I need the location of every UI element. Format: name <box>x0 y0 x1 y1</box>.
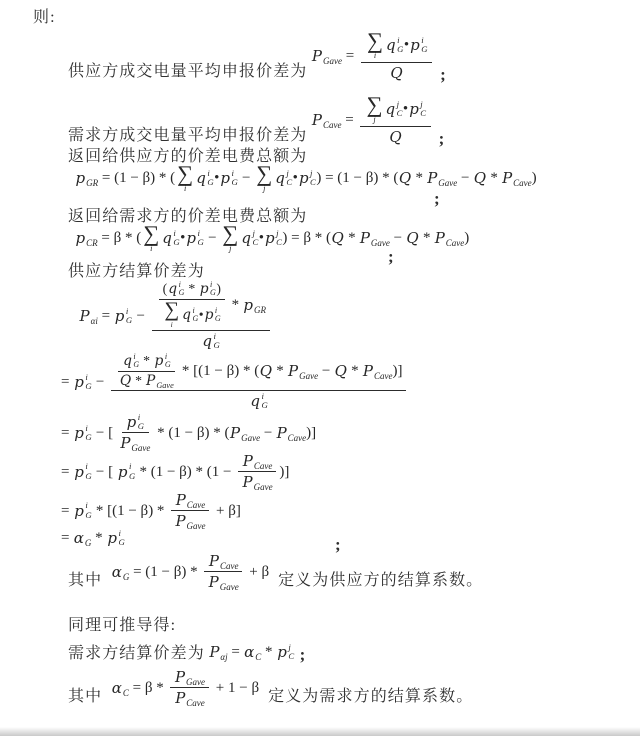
math-operator: ) <box>464 230 470 247</box>
formula <box>311 30 435 82</box>
math-operator: − <box>260 424 277 441</box>
math-variable: Q <box>473 169 487 188</box>
math-variable-supsub: p i G <box>74 500 92 520</box>
math-variable-supsub: p i G <box>186 228 204 248</box>
chinese-text: 同理可推导得: <box>68 617 177 634</box>
math-operator: * <box>139 353 154 369</box>
formula <box>79 281 273 350</box>
math-operator: − <box>132 307 149 324</box>
formula-settlement-step3 <box>57 413 316 452</box>
math-variable: Q <box>398 169 412 188</box>
chinese-text: 其中 <box>68 572 103 589</box>
math-variable-supsub: p j C <box>277 641 295 661</box>
math-variable-supsub: p i G <box>220 168 238 188</box>
formula <box>61 452 289 491</box>
formula <box>209 643 295 661</box>
math-variable-supsub: p i G <box>117 461 136 481</box>
formula <box>61 353 409 411</box>
chinese-text: 供应方成交电量平均申报价差为 <box>68 62 308 80</box>
formula <box>111 668 259 707</box>
math-operator: − <box>204 230 221 247</box>
math-variable-subscripted: p GR <box>243 296 267 316</box>
math-variable-supsub: p i G <box>114 305 133 325</box>
semicolon: ; <box>434 189 440 208</box>
math-variable: Q <box>390 63 403 82</box>
math-operator: * <box>272 363 288 380</box>
semicolon: ; <box>388 247 394 266</box>
math-variable-supsub: q i G <box>123 352 140 370</box>
summation-icon: ∑ j <box>222 221 239 254</box>
math-operator: − <box>389 230 406 247</box>
formula <box>61 413 316 452</box>
chinese-text: 定义为需求方的结算系数。 <box>268 688 474 705</box>
formula <box>61 529 125 547</box>
fraction <box>171 491 209 530</box>
summation-icon: ∑ j <box>366 92 383 125</box>
formula-settlement-step5 <box>57 491 241 530</box>
math-variable-subscripted: P Gave <box>288 362 319 382</box>
math-variable-supsub: p i G <box>410 35 428 55</box>
formula <box>75 163 537 194</box>
math-operator: ) = (1 − β) * ( <box>316 170 399 187</box>
semicolon: ; <box>335 535 341 554</box>
formula-settlement-step4 <box>57 452 289 491</box>
formula-settlement-step2 <box>57 353 409 411</box>
math-operator: * (1 − β) * ( <box>153 424 230 441</box>
chinese-text: 供应方结算价差为 <box>68 263 205 280</box>
math-variable: Q <box>389 127 402 146</box>
math-variable-supsub: q i G <box>162 228 180 248</box>
math-operator: − <box>318 363 335 380</box>
math-operator: = (1 − β) * ( <box>98 170 176 187</box>
math-variable-subscripted: α G <box>73 529 92 549</box>
semicolon: ; <box>299 645 306 664</box>
math-operator: − <box>457 170 474 187</box>
math-operator: * [(1 − β) * ( <box>178 363 260 380</box>
math-variable-subscripted: α G <box>111 562 130 582</box>
formula <box>61 491 241 530</box>
math-variable-subscripted: P Gave <box>174 668 206 687</box>
math-operator: − <box>238 170 255 187</box>
math-variable-subscripted: p CR <box>75 229 98 249</box>
math-variable-subscripted: P Gave <box>208 573 239 592</box>
math-variable-subscripted: P Cave <box>242 452 273 471</box>
fraction <box>361 30 432 82</box>
math-variable-supsub: p i G <box>154 352 171 370</box>
summation-icon: ∑ i <box>143 221 160 254</box>
math-operator: = β * <box>128 679 168 696</box>
math-variable-subscripted: α C <box>244 642 262 662</box>
math-variable: Q <box>119 372 132 389</box>
math-variable-subscripted: P Gave <box>120 434 151 454</box>
formula <box>75 223 469 254</box>
math-operator: • <box>214 170 220 187</box>
math-variable-subscripted: P αi <box>79 306 98 326</box>
math-operator: )] <box>392 363 403 380</box>
math-operator: ( <box>162 281 168 297</box>
math-variable-subscripted: P Cave <box>434 229 465 249</box>
math-operator: − <box>92 373 109 390</box>
chinese-text: 定义为供应方的结算系数。 <box>278 572 484 589</box>
semicolon: ; <box>440 64 446 84</box>
math-variable-supsub: p i G <box>74 422 92 442</box>
math-operator: + β] <box>212 502 241 519</box>
math-operator: = <box>61 530 74 547</box>
math-variable-supsub: q i G <box>386 35 404 55</box>
formula-settlement-result <box>57 528 341 554</box>
math-variable-subscripted: p GR <box>75 169 99 189</box>
math-operator: • <box>198 306 204 322</box>
line-supply-settlement-heading <box>68 262 205 282</box>
chinese-text: 需求方结算价差为 <box>68 645 205 662</box>
math-operator: + β <box>245 563 270 580</box>
math-variable-supsub: q i G <box>182 305 199 323</box>
fraction <box>204 552 242 591</box>
math-variable-subscripted: P Cave <box>175 689 205 708</box>
math-variable-subscripted: P Gave <box>146 372 174 390</box>
math-operator: * <box>419 230 435 247</box>
line-supply-average-declared-price <box>68 30 446 82</box>
math-variable-subscripted: P Gave <box>230 423 261 443</box>
fraction <box>360 94 430 146</box>
line-demand-coefficient-definition <box>68 668 473 707</box>
fraction <box>118 353 175 389</box>
math-operator: )] <box>306 424 317 441</box>
math-variable-supsub: q j C <box>275 168 293 188</box>
math-variable: Q <box>334 362 347 381</box>
math-operator: = <box>61 502 74 519</box>
formula <box>111 552 269 591</box>
math-operator: )] <box>279 463 290 480</box>
fraction <box>159 281 225 329</box>
math-variable: Q <box>259 362 273 381</box>
math-operator: + 1 − β <box>212 679 260 696</box>
chinese-text: 其中 <box>68 688 103 705</box>
fraction <box>170 668 209 707</box>
fraction <box>120 413 151 452</box>
summation-icon: ∑ j <box>256 161 273 194</box>
chinese-text: 返回给供应方的价差电费总额为 <box>68 148 308 165</box>
line-supply-coefficient-definition <box>68 552 483 591</box>
math-operator: = <box>61 424 74 441</box>
math-operator: * <box>411 170 427 187</box>
math-variable-subscripted: α C <box>111 678 129 698</box>
math-operator: = (1 − β) * <box>129 563 202 580</box>
math-variable-subscripted: P Gave <box>311 46 342 66</box>
math-variable-supsub: p i G <box>107 528 125 548</box>
math-operator: * (1 − β) * (1 − <box>135 463 236 480</box>
math-operator: * <box>347 363 363 380</box>
math-operator: − [ <box>92 424 117 441</box>
math-operator: = <box>227 643 244 660</box>
math-operator: = <box>61 373 74 390</box>
math-operator: * <box>91 530 107 547</box>
math-variable-supsub: p i G <box>74 371 92 391</box>
math-operator: • <box>258 230 264 247</box>
summation-icon: ∑ i <box>164 298 180 330</box>
math-operator: * [(1 − β) * <box>92 502 169 519</box>
math-operator: * <box>184 281 199 297</box>
math-variable-supsub: p i G <box>74 461 92 481</box>
math-variable-supsub: q i G <box>168 280 185 298</box>
fraction <box>238 452 276 491</box>
chinese-text: 则: <box>33 9 56 26</box>
semicolon: ; <box>438 128 445 148</box>
chinese-text: 返回给需求方的价差电费总额为 <box>68 208 308 225</box>
math-operator: ) <box>216 281 221 297</box>
math-operator: = <box>342 47 358 64</box>
math-variable-supsub: p i G <box>199 280 216 298</box>
math-operator: = <box>97 307 114 324</box>
math-variable: Q <box>406 229 419 248</box>
math-operator: * <box>344 230 360 247</box>
fraction <box>152 281 270 350</box>
math-variable-subscripted: P Cave <box>175 491 206 510</box>
math-operator: • <box>180 230 186 247</box>
math-operator: * <box>486 170 502 187</box>
math-variable-supsub: q i G <box>250 391 268 411</box>
math-operator: • <box>403 37 410 54</box>
math-variable-supsub: p i G <box>126 412 145 432</box>
fraction <box>111 353 406 411</box>
math-variable-supsub: q i G <box>196 168 214 188</box>
math-variable-subscripted: P Cave <box>502 169 532 189</box>
formula-supply-refund <box>71 161 537 208</box>
math-variable-subscripted: P Gave <box>427 169 458 189</box>
math-operator: ) <box>531 170 537 187</box>
math-variable-supsub: q j C <box>241 228 259 248</box>
chinese-text: 需求方成交电量平均申报价差为 <box>68 126 308 144</box>
math-variable-supsub: p i G <box>204 305 221 323</box>
math-variable-subscripted: P Gave <box>359 229 390 249</box>
math-variable-subscripted: P Cave <box>208 552 239 571</box>
math-variable-supsub: q j C <box>385 99 403 119</box>
math-variable-subscripted: P Gave <box>242 473 273 492</box>
math-operator: * <box>261 643 277 660</box>
formula-settlement-step1 <box>75 281 273 350</box>
math-variable-subscripted: P αj <box>209 642 228 662</box>
math-variable-supsub: p j C <box>265 228 282 248</box>
math-variable-subscripted: P Cave <box>362 362 393 382</box>
math-operator: * <box>227 297 243 314</box>
math-variable-supsub: p j C <box>409 99 427 119</box>
math-operator: ) = β * ( <box>282 230 331 247</box>
math-operator: − [ <box>92 463 117 480</box>
formula-demand-refund <box>71 221 470 266</box>
math-operator: * <box>131 372 146 388</box>
math-operator: = <box>341 111 358 128</box>
summation-icon: ∑ i <box>366 28 384 61</box>
math-variable-subscripted: P Cave <box>276 423 307 443</box>
math-variable-supsub: p j C <box>298 168 316 188</box>
scan-edge-shadow <box>0 727 640 736</box>
summation-icon: ∑ i <box>177 161 194 194</box>
math-operator: • <box>292 170 298 187</box>
math-variable: Q <box>331 229 344 248</box>
math-operator: = <box>61 463 74 480</box>
math-operator: • <box>402 101 409 118</box>
label-then <box>33 8 56 28</box>
line-demand-average-declared-price <box>68 94 444 146</box>
math-variable-subscripted: P Gave <box>175 512 206 531</box>
math-operator: = β * ( <box>97 230 142 247</box>
math-variable-subscripted: P Cave <box>311 110 342 130</box>
math-variable-supsub: q i G <box>202 331 220 351</box>
formula <box>311 94 433 146</box>
line-analogy <box>68 616 176 636</box>
line-demand-settlement-price <box>68 641 306 664</box>
